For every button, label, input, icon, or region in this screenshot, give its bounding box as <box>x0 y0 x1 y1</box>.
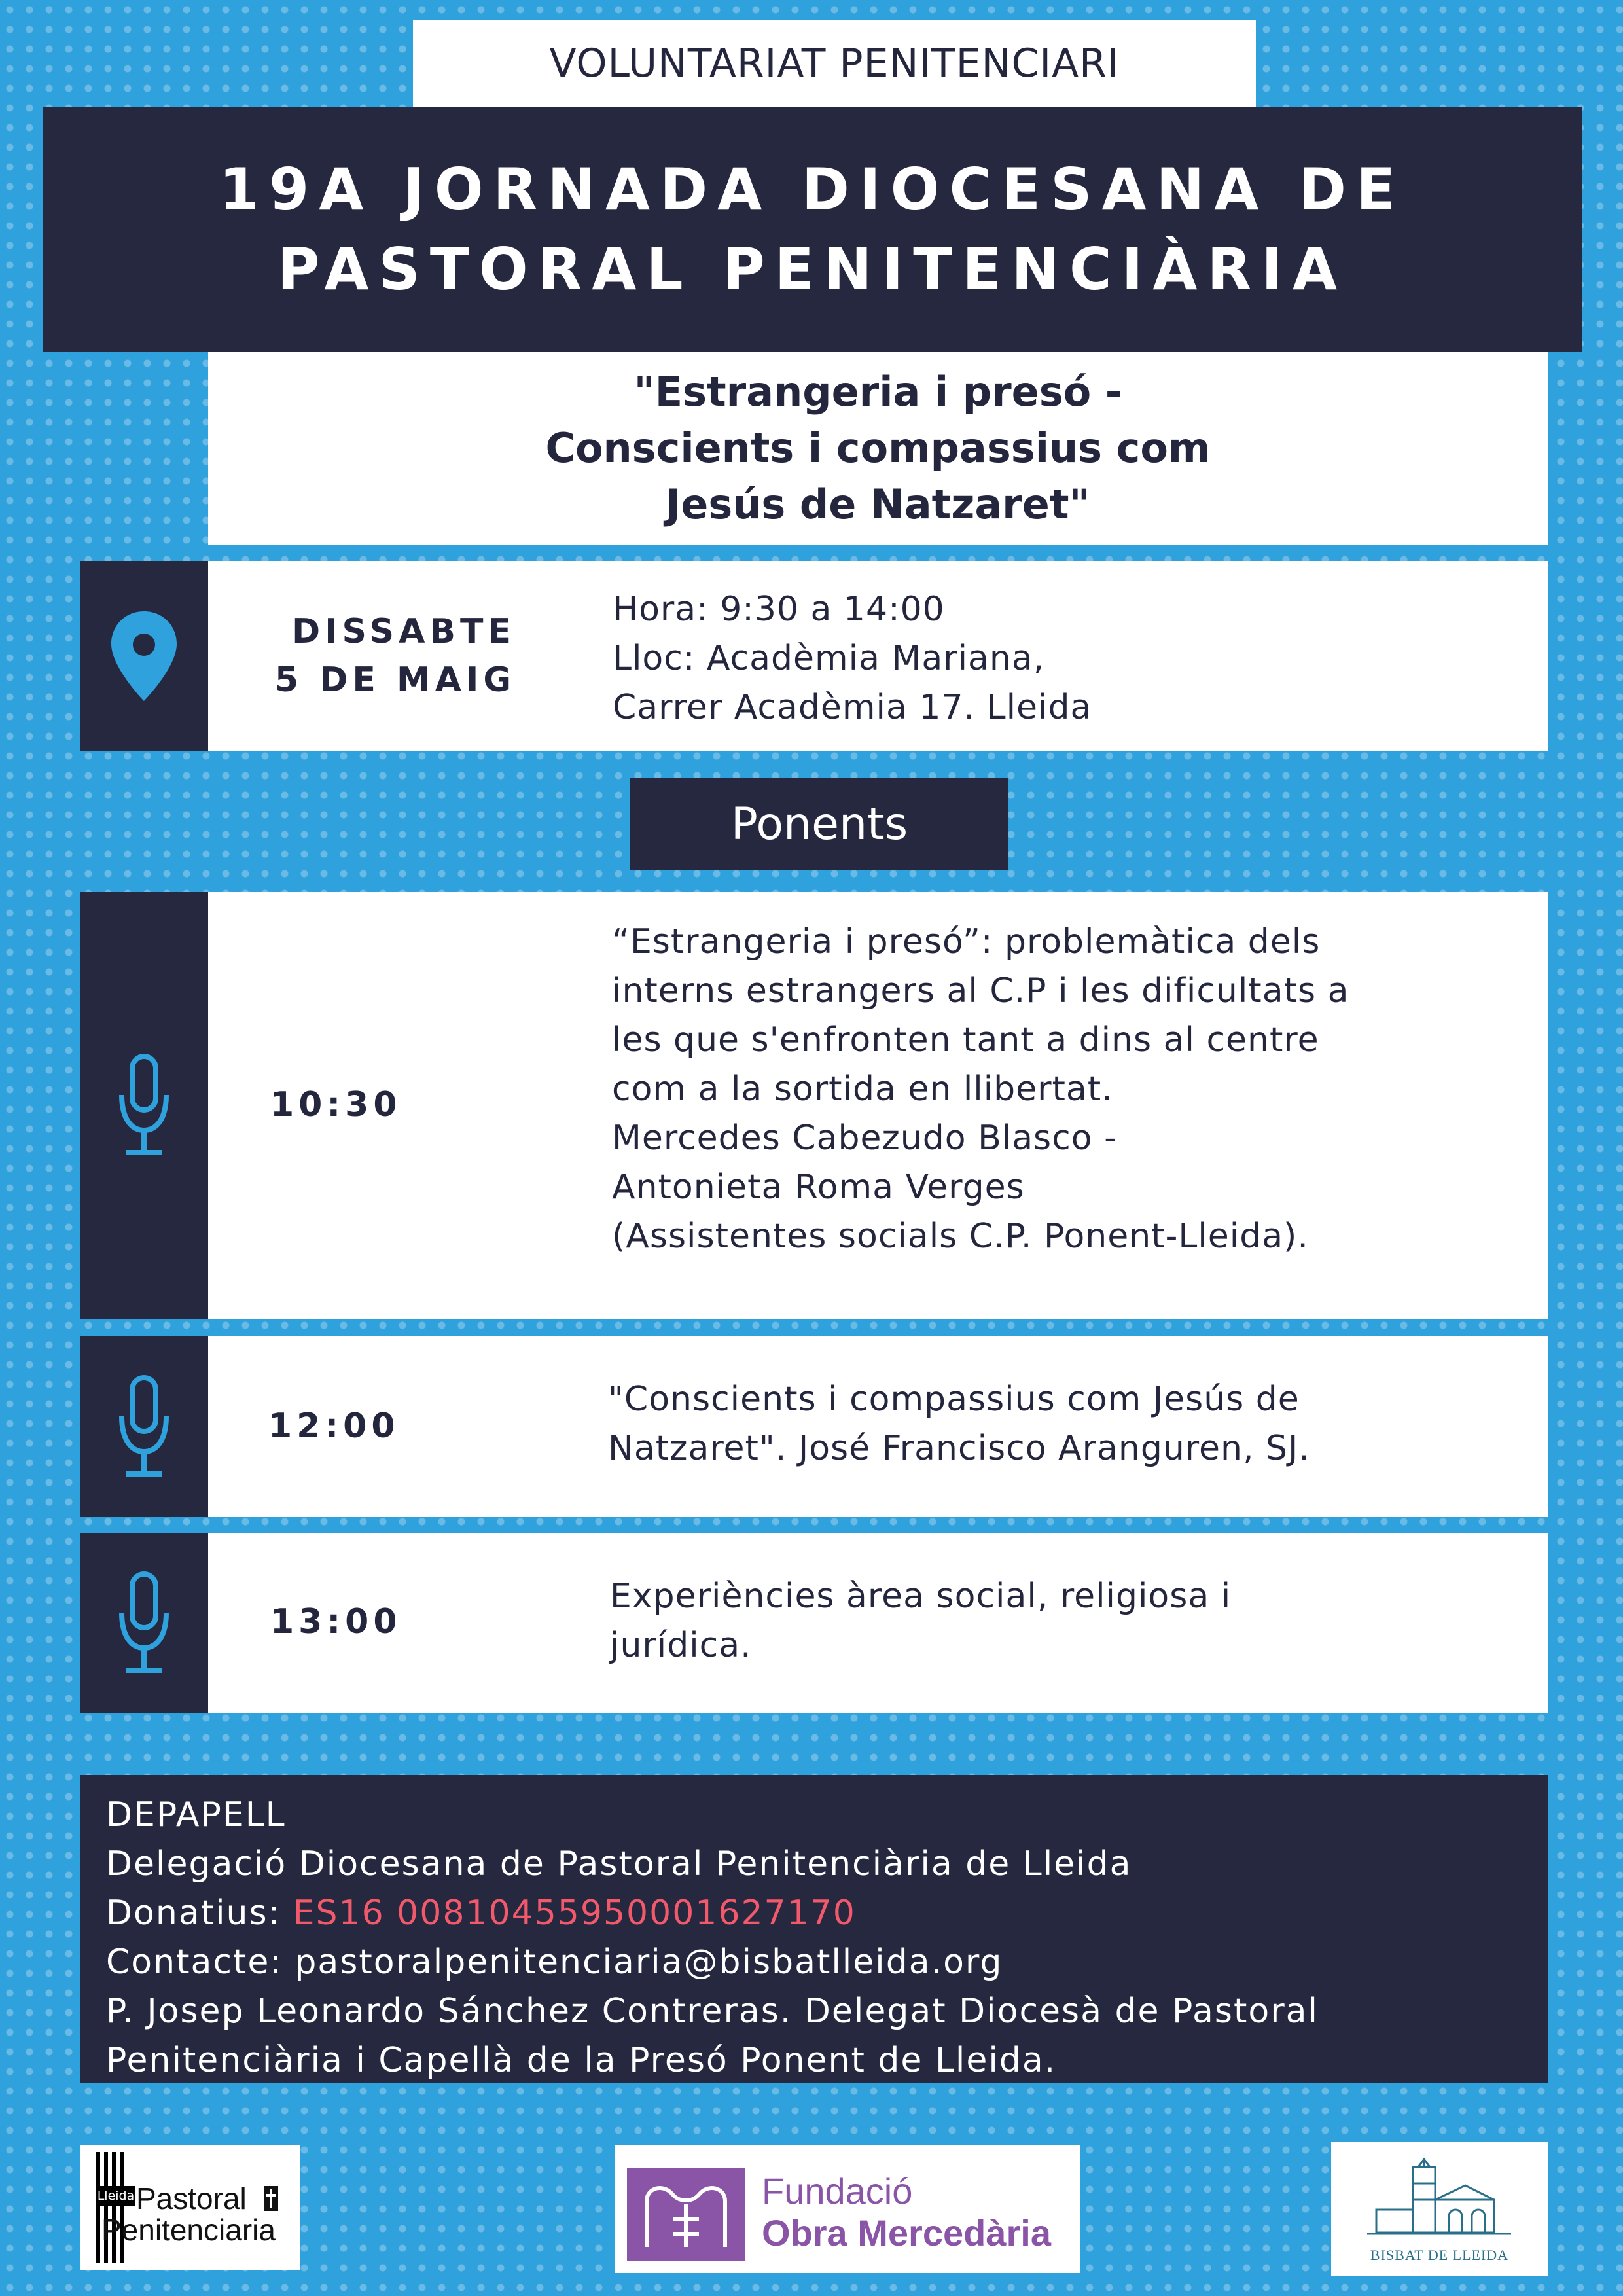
session-line: (Assistentes socials C.P. Ponent-Lleida). <box>612 1217 1309 1256</box>
event-info <box>613 585 1092 732</box>
session-line: “Estrangeria i presó”: problemàtica dels <box>612 922 1321 961</box>
ponents-heading <box>630 778 1008 870</box>
fundacio-obra-mercedaria-logo <box>615 2145 1080 2273</box>
footer-info <box>80 1775 1548 2083</box>
mercedaria-shield-icon <box>627 2168 745 2261</box>
event-subtitle <box>208 352 1548 545</box>
title-line-2: PASTORAL PENITENCIÀRIA <box>277 235 1347 303</box>
logo-pastoral-text: Pastoral <box>136 2181 247 2215</box>
session-1 <box>208 892 1548 1319</box>
session-line: Natzaret". José Francisco Aranguren, SJ. <box>608 1429 1310 1468</box>
session-line: Antonieta Roma Verges <box>612 1168 1025 1207</box>
footer-contact[interactable]: Contacte: pastoralpenitenciaria@bisbatlleida.org <box>106 1943 1003 1982</box>
session-line: com a la sortida en llibertat. <box>612 1069 1113 1109</box>
logo-bar <box>96 2152 100 2263</box>
session-time: 10:30 <box>270 1085 402 1124</box>
session-3 <box>208 1533 1548 1713</box>
logo-lleida-tag: Lleida <box>97 2186 135 2206</box>
title-line-1: 19A JORNADA DIOCESANA DE <box>219 155 1406 223</box>
cathedral-icon <box>1367 2154 1511 2239</box>
footer-delegation: Delegació Diocesana de Pastoral Penitenciària de Lleida <box>106 1844 1132 1884</box>
mercedaria-emblem-icon <box>627 2168 745 2261</box>
footer-delegate-line-2: Penitenciària i Capellà de la Presó Ponent de Lleida. <box>106 2041 1057 2080</box>
session-2 <box>208 1336 1548 1517</box>
microphone-icon <box>118 1053 170 1158</box>
fundacio-line-2: Obra Mercedària <box>762 2212 1051 2253</box>
session-line: jurídica. <box>610 1626 752 1665</box>
footer-donations <box>106 1889 1548 1938</box>
fundacio-line-1: Fundació <box>762 2170 913 2212</box>
pastoral-penitenciaria-logo <box>80 2145 300 2270</box>
donations-label: Donatius: <box>106 1893 293 1933</box>
session-line: Experiències àrea social, religiosa i <box>610 1577 1232 1616</box>
top-label <box>413 20 1256 107</box>
session-description <box>612 918 1349 1261</box>
top-label-text: VOLUNTARIAT PENITENCIARI <box>549 41 1120 86</box>
logo-penitenciaria-text: Penitenciaria <box>101 2213 276 2247</box>
session-line: Mercedes Cabezudo Blasco - <box>612 1119 1117 1158</box>
session-time: 13:00 <box>270 1602 402 1641</box>
session-description <box>608 1375 1310 1473</box>
subtitle-line-1: "Estrangeria i presó - <box>633 368 1122 416</box>
bisbat-de-lleida-logo <box>1331 2142 1548 2276</box>
session-line: "Conscients i compassius com Jesús de <box>608 1380 1300 1419</box>
ponents-heading-text: Ponents <box>730 798 908 850</box>
event-date <box>208 607 516 704</box>
subtitle-line-3: Jesús de Natzaret" <box>666 480 1090 528</box>
map-pin-icon <box>108 609 180 704</box>
event-hour: Hora: 9:30 a 14:00 <box>613 590 945 629</box>
event-details <box>208 561 1548 751</box>
event-date-text: 5 DE MAIG <box>274 660 516 700</box>
session-1-icon-cell <box>80 892 208 1319</box>
microphone-icon <box>118 1374 170 1479</box>
subtitle-line-2: Conscients i compassius com <box>545 424 1211 472</box>
event-day: DISSABTE <box>292 612 516 651</box>
cross-icon <box>264 2186 278 2211</box>
event-title <box>43 107 1582 352</box>
event-address: Carrer Acadèmia 17. Lleida <box>613 688 1092 727</box>
microphone-icon <box>118 1571 170 1676</box>
footer-org: DEPAPELL <box>106 1795 286 1835</box>
session-line: les que s'enfronten tant a dins al centre <box>612 1020 1319 1060</box>
session-2-icon-cell <box>80 1336 208 1517</box>
footer-delegate-line-1: P. Josep Leonardo Sánchez Contreras. Delegat Diocesà de Pastoral <box>106 1992 1319 2031</box>
session-description <box>610 1572 1231 1670</box>
bisbat-text: BISBAT DE LLEIDA <box>1370 2247 1509 2263</box>
session-3-icon-cell <box>80 1533 208 1713</box>
session-line: interns estrangers al C.P i les dificultats a <box>612 971 1349 1011</box>
map-pin-icon-cell <box>80 561 208 751</box>
session-time: 12:00 <box>268 1407 400 1446</box>
iban-link[interactable]: ES16 00810455950001627170 <box>293 1893 856 1933</box>
event-place: Lloc: Acadèmia Mariana, <box>613 639 1045 678</box>
